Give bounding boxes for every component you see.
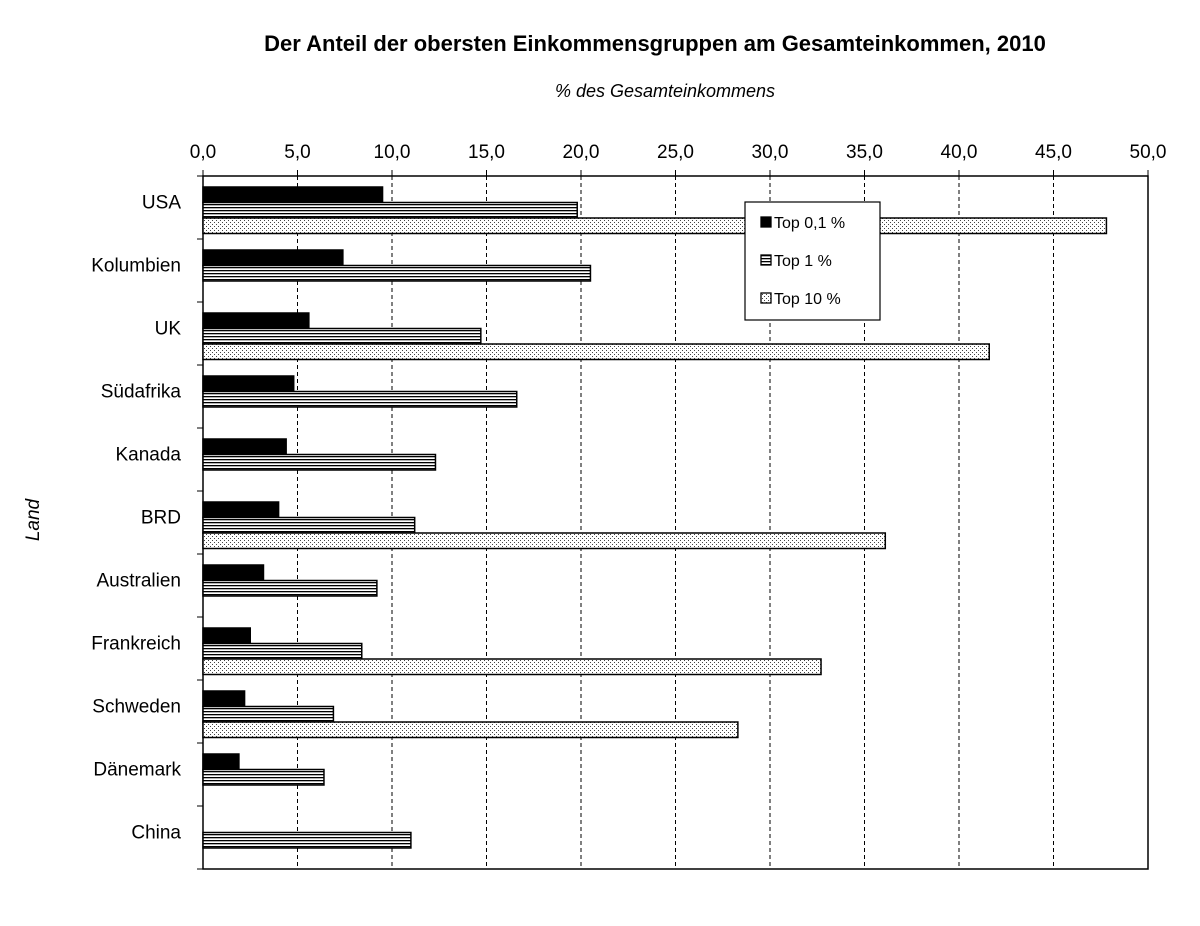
x-axis-label: % des Gesamteinkommens	[554, 81, 776, 101]
category-label: Kolumbien	[91, 255, 181, 277]
x-tick-label: 30,0	[751, 142, 789, 163]
bar-top-0-1-uk	[203, 313, 309, 329]
bar-top-1-kolumbien	[203, 266, 590, 282]
bar-top-10-brd	[203, 533, 885, 549]
legend-label: Top 10 %	[774, 291, 841, 308]
bar-top-10-schweden	[203, 722, 738, 738]
bar-top-0-1-usa	[203, 187, 383, 203]
bar-top-0-1-frankreich	[203, 628, 250, 644]
bar-top-10-usa	[203, 218, 1106, 234]
x-tick-label: 20,0	[562, 142, 600, 163]
category-label: Kanada	[115, 444, 181, 466]
legend	[745, 202, 880, 320]
bar-top-1-südafrika	[203, 392, 517, 408]
category-label: Südafrika	[100, 381, 181, 403]
bar-top-1-kanada	[203, 455, 435, 471]
chart-title: Der Anteil der obersten Einkommensgruppen am Gesamteinkommen, 2010	[264, 31, 1046, 56]
bar-top-1-schweden	[203, 707, 333, 723]
category-label: China	[131, 822, 181, 844]
bar-top-0-1-dänemark	[203, 754, 239, 770]
category-label: USA	[141, 192, 181, 214]
x-tick-label: 50,0	[1129, 142, 1167, 163]
bars	[203, 187, 1106, 848]
legend-swatch	[761, 255, 771, 265]
category-labels	[91, 193, 181, 844]
bar-top-10-uk	[203, 344, 989, 360]
bar-top-1-china	[203, 833, 411, 849]
legend-label: Top 0,1 %	[774, 215, 846, 232]
x-tick-label: 15,0	[468, 142, 505, 163]
category-label: UK	[154, 318, 181, 340]
y-axis-label: Land	[23, 498, 44, 542]
legend-swatch	[761, 217, 771, 227]
bar-top-10-frankreich	[203, 659, 821, 675]
category-label: BRD	[140, 507, 181, 529]
x-tick-label: 40,0	[940, 142, 978, 163]
x-tick-label: 25,0	[657, 142, 694, 163]
legend-label: Top 1 %	[774, 253, 832, 270]
bar-top-0-1-kolumbien	[203, 250, 343, 266]
x-tick-label: 10,0	[373, 142, 411, 163]
bar-top-1-uk	[203, 329, 481, 345]
category-label: Frankreich	[91, 633, 181, 655]
bar-top-0-1-brd	[203, 502, 279, 518]
category-label: Schweden	[92, 696, 181, 718]
x-tick-label: 35,0	[846, 142, 883, 163]
bar-top-1-usa	[203, 203, 577, 219]
bar-top-0-1-südafrika	[203, 376, 294, 392]
bar-top-1-brd	[203, 518, 415, 534]
legend-swatch	[761, 293, 771, 303]
bar-top-0-1-australien	[203, 565, 263, 581]
category-label: Dänemark	[93, 759, 181, 781]
bar-top-1-australien	[203, 581, 377, 597]
bar-top-1-dänemark	[203, 770, 324, 786]
x-tick-label: 5,0	[284, 142, 311, 163]
bar-top-0-1-kanada	[203, 439, 286, 455]
bar-top-0-1-schweden	[203, 691, 245, 707]
bar-top-1-frankreich	[203, 644, 362, 660]
category-label: Australien	[96, 570, 181, 592]
x-tick-label: 45,0	[1035, 142, 1072, 163]
x-tick-label: 0,0	[189, 142, 217, 163]
